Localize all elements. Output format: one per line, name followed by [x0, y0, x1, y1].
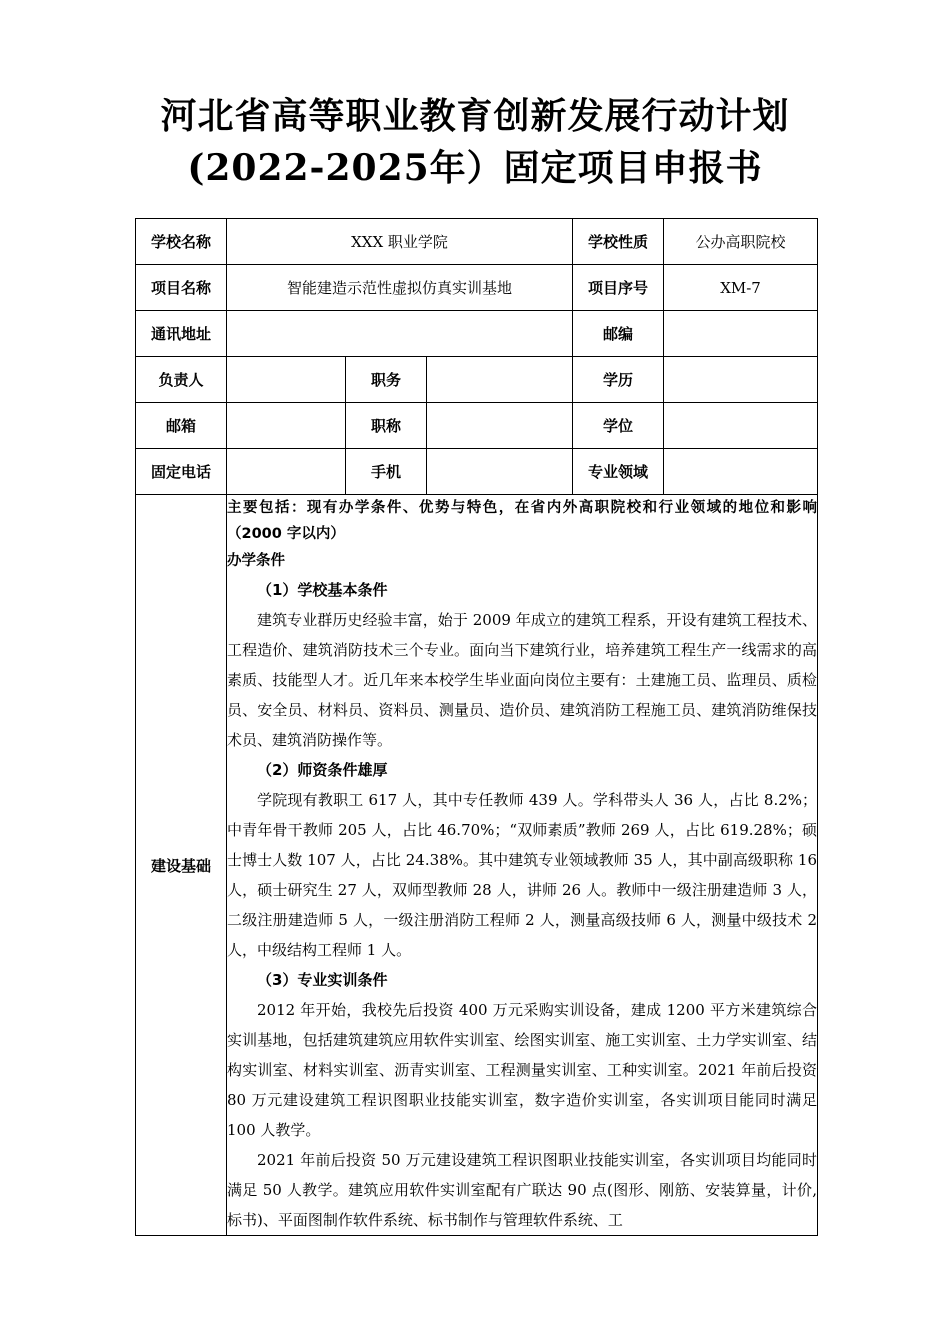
- position-label: 职务: [346, 357, 427, 403]
- section-3-text-1: 2012 年开始，我校先后投资 400 万元采购实训设备，建成 1200 平方米建筑综合实训基地，包括建筑建筑应用软件实训室、绘图实训室、施工实训室、土力学实训室、结构实训室、材料实训室、沥青实训室、工程测量实训室、工种实训室。2021 年前后投资 80 万元建设建筑工程识图职业技能实训室，数字造价实训室，各实训项目能同时满足 100 人教学。: [227, 1001, 818, 1139]
- project-name-value[interactable]: 智能建造示范性虚拟仿真实训基地: [227, 265, 573, 311]
- education-value[interactable]: [664, 357, 818, 403]
- email-label: 邮箱: [136, 403, 227, 449]
- degree-value[interactable]: [664, 403, 818, 449]
- school-type-value[interactable]: 公办高职院校: [664, 219, 818, 265]
- basis-label: 建设基础: [136, 495, 227, 1236]
- mobile-label: 手机: [346, 449, 427, 495]
- section-3-title: （3）专业实训条件: [257, 971, 388, 989]
- school-type-label: 学校性质: [573, 219, 664, 265]
- basis-intro: 主要包括：现有办学条件、优势与特色，在省内外高职院校和行业领域的地位和影响（2000 字以内）: [227, 500, 818, 542]
- basis-content[interactable]: [227, 495, 818, 1236]
- section-2-text: 学院现有教职工 617 人，其中专任教师 439 人。学科带头人 36 人，占比 8.2%；中青年骨干教师 205 人，占比 46.70%；“双师素质”教师 269 人，占比 619.28%；硕士博士人数 107 人，占比 24.38%。其中建筑专业领域教师 35 人，其中副高级职称 16 人，硕士研究生 27 人，双师型教师 28 人，讲师 26 人。教师中一级注册建造师 3 人，二级注册建造师 5 人，一级注册消防工程师 2 人，测量高级技师 6 人，测量中级技术 2 人，中级结构工程师 1 人。: [227, 791, 818, 959]
- position-value[interactable]: [427, 357, 573, 403]
- phone-value[interactable]: [227, 449, 346, 495]
- leader-label: 负责人: [136, 357, 227, 403]
- field-value[interactable]: [664, 449, 818, 495]
- title-rank-value[interactable]: [427, 403, 573, 449]
- mobile-value[interactable]: [427, 449, 573, 495]
- school-name-value[interactable]: XXX 职业学院: [227, 219, 573, 265]
- address-label: 通讯地址: [136, 311, 227, 357]
- project-name-label: 项目名称: [136, 265, 227, 311]
- section-1-title: （1）学校基本条件: [257, 581, 388, 599]
- application-form-table: [135, 218, 818, 1236]
- document-title-line1: 河北省高等职业教育创新发展行动计划: [160, 95, 790, 137]
- field-label: 专业领域: [573, 449, 664, 495]
- education-label: 学历: [573, 357, 664, 403]
- postcode-value[interactable]: [664, 311, 818, 357]
- section-2-title: （2）师资条件雄厚: [257, 761, 388, 779]
- phone-label: 固定电话: [136, 449, 227, 495]
- project-no-value[interactable]: XM-7: [664, 265, 818, 311]
- degree-label: 学位: [573, 403, 664, 449]
- project-no-label: 项目序号: [573, 265, 664, 311]
- address-value[interactable]: [227, 311, 573, 357]
- section-3-text-2: 2021 年前后投资 50 万元建设建筑工程识图职业技能实训室，各实训项目均能同时满足 50 人教学。建筑应用软件实训室配有广联达 90 点(图形、刚筋、安装算量，计价,标书)、平面图制作软件系统、标书制作与管理软件系统、工: [227, 1151, 818, 1229]
- postcode-label: 邮编: [573, 311, 664, 357]
- section-1-text: 建筑专业群历史经验丰富，始于 2009 年成立的建筑工程系，开设有建筑工程技术、工程造价、建筑消防技术三个专业。面向当下建筑行业，培养建筑工程生产一线需求的高素质、技能型人才。近几年来本校学生毕业面向岗位主要有：土建施工员、监理员、质检员、安全员、材料员、资料员、测量员、造价员、建筑消防工程施工员、建筑消防维保技术员、建筑消防操作等。: [227, 611, 818, 749]
- leader-value[interactable]: [227, 357, 346, 403]
- school-name-label: 学校名称: [136, 219, 227, 265]
- title-rank-label: 职称: [346, 403, 427, 449]
- email-value[interactable]: [227, 403, 346, 449]
- document-title-line2: (2022-2025年）固定项目申报书: [187, 147, 763, 189]
- basis-heading: 办学条件: [227, 553, 285, 569]
